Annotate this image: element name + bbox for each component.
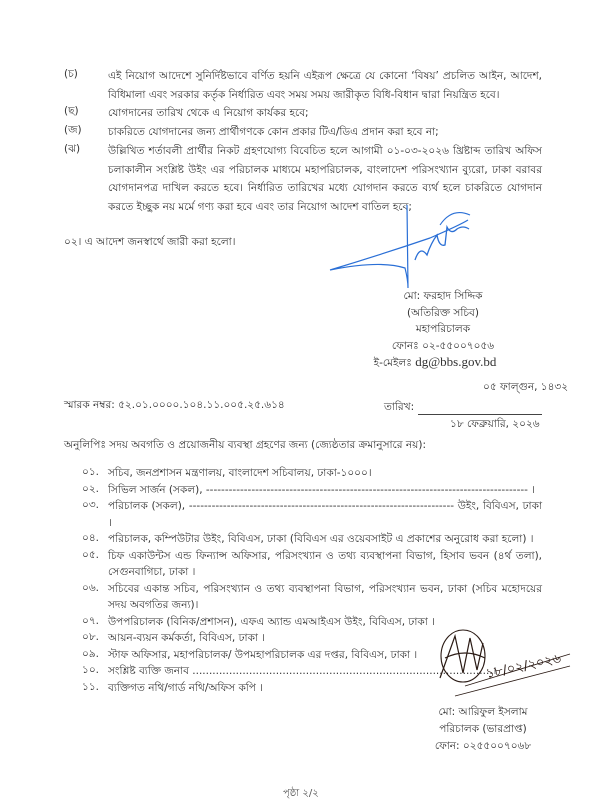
signatory-1-designation: মহাপরিচালক bbox=[415, 323, 471, 335]
copy-text: ব্যক্তিগত নথি/গার্ড নথি/অফিস কপি । bbox=[108, 681, 264, 694]
copy-number: ০৩. bbox=[82, 499, 99, 511]
copy-text: সংশ্লিষ্ট ব্যক্তি জনাব ..........................................................................................। bbox=[108, 665, 497, 677]
page-number: পৃষ্ঠা ২/২ bbox=[283, 788, 319, 799]
signatory-1-email: dg@bbs.gov.bd bbox=[415, 354, 497, 369]
clause-ja bbox=[64, 123, 542, 142]
copy-number: ০৭. bbox=[82, 614, 99, 627]
copy-item bbox=[82, 465, 542, 482]
clause-text: চাকরিতে যোগদানের জন্য প্রার্থীগণকে কোন প্রকার টিএ/ডিএ প্রদান করা হবে না; bbox=[108, 126, 439, 139]
copy-number: ০৬. bbox=[82, 581, 99, 594]
copy-item bbox=[82, 531, 542, 548]
copy-number: ০২. bbox=[82, 482, 99, 495]
signatory-1-rank: (অতিরিক্ত সচিব) bbox=[407, 306, 479, 319]
clause-text: যোগদানের তারিখ থেকে এ নিয়োগ কার্যকর হবে; bbox=[108, 107, 309, 120]
signatory-1-block bbox=[373, 288, 508, 372]
copy-text: পরিচালক, কম্পিউটার উইং, বিবিএস, ঢাকা (বিবিএস এর ওয়েবসাইট এ প্রকাশের অনুরোধ করা হলো) । bbox=[108, 533, 534, 545]
clause-text: উল্লিখিত শর্তাবলী প্রার্থীর নিকট গ্রহণযোগ্য বিবেচিত হলে আগামী ০১-০৩-২০২৬ খ্রিষ্টাব্দ তারিখ অফিস চলাকালীন সংশ্লিষ্ট উইং এর পরিচালক মাধ্যমে মহাপরিচালক, বাংলাদেশ পরিসংখ্যান ব্যুরো, ঢাকা বরাবর যোগদানপত্র দাখিল করতে হবে। নির্ধারিত তারিখের মধ্যে যোগদান করতে ব্যর্থ হলে চাকরিতে যোগদান করতে ইচ্ছুক নয় মর্মে গণ্য করা হবে এবং তার নিয়োগ আদেশ বাতিল হবে; bbox=[108, 144, 542, 213]
copy-number: ০৯. bbox=[82, 647, 99, 660]
clause-label: (ঝ) bbox=[64, 142, 81, 155]
copy-item bbox=[82, 548, 542, 581]
copy-text: পরিচালক (সকল), ---------------------------------------------------------------------- উইং, বিবিএস, ঢাকা । bbox=[108, 500, 542, 529]
copy-text: চিফ একাউন্টস এন্ড ফিন্যান্স অফিসার, পরিসংখ্যান ও তথ্য ব্যবস্থাপনা বিভাগ, হিসাব ভবন (৪র্থ তলা), সেগুনবাগিচা, ঢাকা । bbox=[108, 549, 542, 578]
clause-text: এই নিয়োগ আদেশে সুনির্দিষ্টভাবে বর্ণিত হয়নি এইরূপ ক্ষেত্রে যে কোনো ‘বিষয়’ প্রচলিত আইন, আদেশ, বিধিমালা এবং সরকার কর্তৃক নির্ধারিত এবং সময় সময় জারীকৃত বিধি-বিধান দ্বারা নিয়ন্ত্রিত হবে। bbox=[108, 70, 542, 101]
date-label: তারিখ: bbox=[384, 401, 415, 413]
copy-item bbox=[82, 482, 542, 499]
signature-2-date: ১৮/০২/২০২৬ bbox=[484, 651, 563, 682]
signatory-2-phone: ফোন: ০২৫৫০০৭০৬৮ bbox=[434, 740, 532, 752]
copy-text: স্টাফ অফিসার, মহাপরিচালক/ উপমহাপরিচালক এর দপ্তর, বিবিএস, ঢাকা । bbox=[108, 648, 418, 661]
signatory-2-name: মো: আরিফুল ইসলাম bbox=[438, 706, 528, 718]
copy-number: ০১. bbox=[82, 466, 99, 478]
clause-cha bbox=[64, 67, 542, 104]
copy-text: উপপরিচালক (বিনিক/প্রশাসন), এফএ অ্যান্ড এমআইএস উইং, বিবিএস, ঢাকা । bbox=[108, 615, 435, 628]
copy-number: ১০. bbox=[82, 664, 99, 676]
clause-label: (চ) bbox=[64, 68, 78, 80]
copy-number: ০৪. bbox=[82, 532, 99, 544]
copy-text: সচিব, জনপ্রশাসন মন্ত্রণালয়, বাংলাদেশ সচিবালয়, ঢাকা-১০০০। bbox=[108, 467, 372, 479]
date-divider bbox=[418, 414, 542, 415]
clause-label: (জ) bbox=[64, 124, 82, 137]
date-bangla: ০৫ ফাল্গুন, ১৪৩২ bbox=[483, 381, 569, 393]
copy-text: আয়ন-ব্যয়ন কর্মকর্তা, বিবিএস, ঢাকা । bbox=[108, 632, 266, 644]
order-statement: ০২। এ আদেশ জনস্বার্থে জারী করা হলো। bbox=[64, 235, 236, 248]
copy-item bbox=[82, 581, 542, 614]
copy-text: সচিবের একান্ত সচিব, পরিসংখ্যান ও তথ্য ব্যবস্থাপনা বিভাগ, পরিসংখ্যান ভবন, ঢাকা (সচিব মহোদয়ের সদয় অবগতির জন্য)। bbox=[108, 582, 542, 611]
clause-chha bbox=[64, 104, 542, 123]
clause-label: (ছ) bbox=[64, 105, 79, 118]
memo-number: স্মারক নম্বর: ৫২.০১.০০০০.১০৪.১১.০০৫.২৫.৬১৪ bbox=[64, 399, 285, 411]
signature-1 bbox=[320, 200, 480, 290]
copy-number: ০৮. bbox=[82, 631, 99, 643]
copy-number: ০৫. bbox=[82, 548, 99, 561]
copy-item bbox=[82, 498, 542, 531]
email-label: ই-মেইলঃ bbox=[373, 357, 412, 369]
date-english: ১৮ ফেব্রুয়ারি, ২০২৬ bbox=[450, 418, 540, 430]
signature-2 bbox=[425, 628, 575, 700]
signatory-2-block bbox=[428, 704, 538, 755]
signatory-2-designation: পরিচালক (ভারপ্রাপ্ত) bbox=[439, 723, 527, 735]
copy-heading: অনুলিপিঃ সদয় অবগতি ও প্রয়োজনীয় ব্যবস্থা গ্রহণের জন্য (জ্যেষ্ঠতার ক্রমানুসারে নয়): bbox=[64, 439, 426, 451]
copy-number: ১১. bbox=[82, 680, 99, 693]
signatory-1-name: মো: ফরহাদ সিদ্দিক bbox=[403, 290, 483, 302]
signatory-1-phone: ফোনঃ ০২-৫৫০০৭০৫৬ bbox=[391, 339, 495, 352]
copy-text: সিভিল সার্জন (সকল), ------------------------------------------------------------------------------------- । bbox=[108, 483, 536, 496]
